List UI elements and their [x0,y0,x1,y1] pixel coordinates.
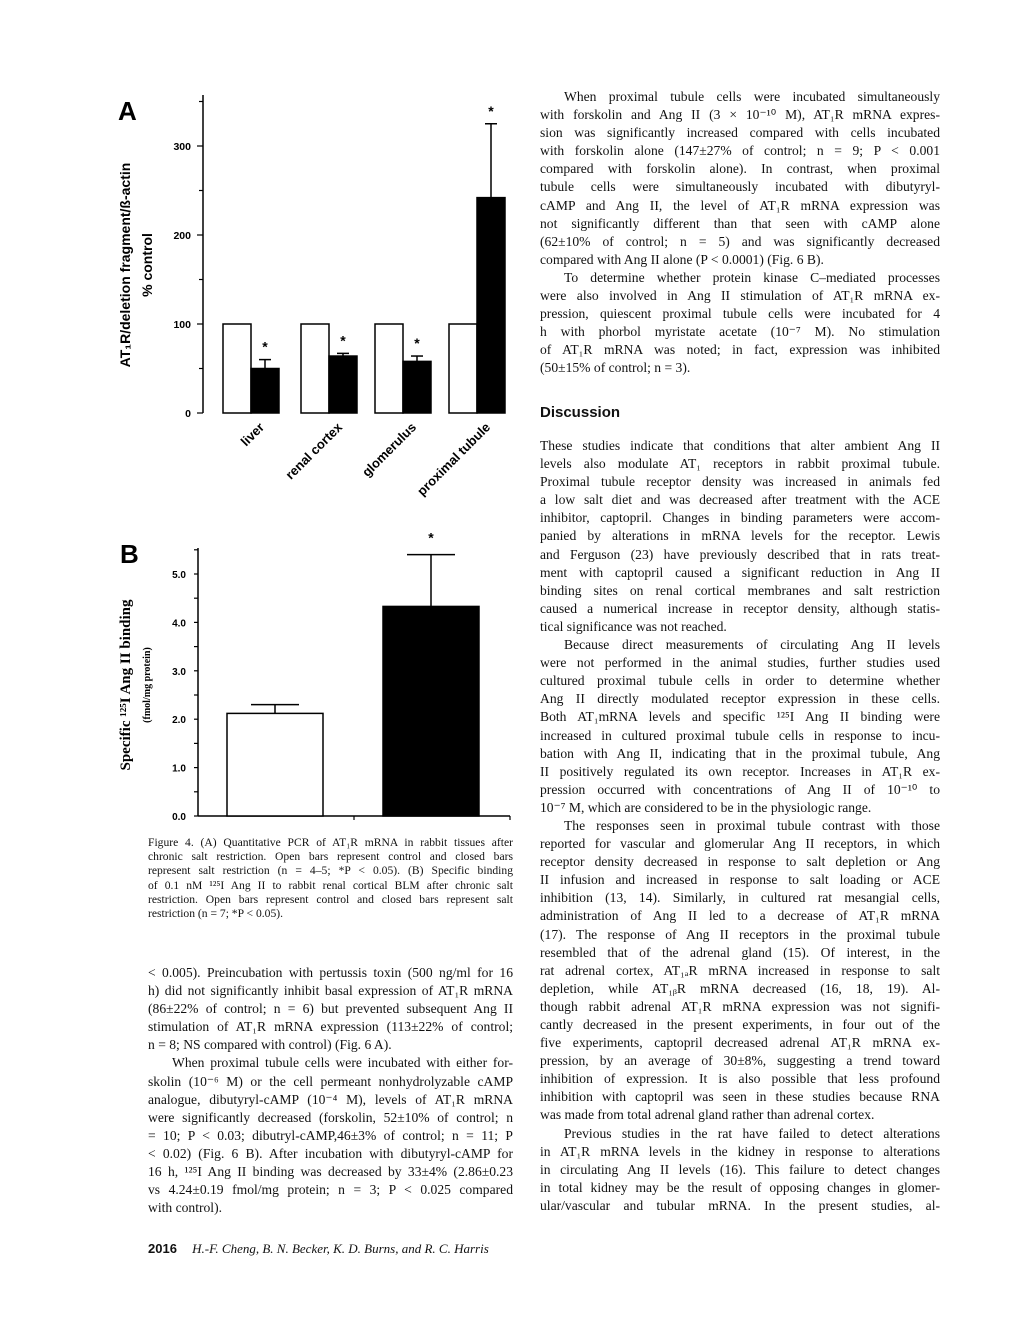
caption-line: chronic salt restriction. Open bars represent control and closed bars [148,850,513,864]
text-line: inhibitor, captopril. Changes in binding parameters were accom- [540,510,940,526]
y-tick-label-b: 5.0 [172,570,186,581]
significance-star: * [414,335,420,352]
text-line: cAMP and Ang II, the level of AT₁R mRNA expression was [540,197,940,213]
text-line: levels also modulate AT₁ receptors in rabbit proximal tubule. [540,456,940,472]
text-line: compared with Ang II alone (P < 0.0001) (Fig. 6 B). [540,251,824,267]
text-line: Proximal tubule receptor density was increased in animals fed [540,474,940,490]
text-line: (17). The response of Ang II receptors in the proximal tubule [540,926,940,942]
text-line: analogue, dibutyryl-cAMP (10⁻⁴ M), levels of AT₁R mRNA [148,1091,513,1107]
panel-label-b: B [120,539,139,569]
category-label: renal cortex [282,419,346,483]
text-line: pression, quiescent proximal tubule cells were incubated for 4 [540,306,940,322]
text-line: binding sites on renal cortical membranes and salt restriction [540,582,940,598]
text-line: with forskolin and Ang II (3 × 10⁻¹⁰ M), AT₁R mRNA expres- [540,107,940,123]
caption-line: restriction. Open bars represent control and closed bars represent salt [148,892,513,906]
text-line: vs 4.24±0.19 fmol/mg protein; n = 3; P < 0.025 compared [148,1182,513,1198]
text-line: inhibition (13, 14). Similarly, in cultured rat mesangial cells, [540,890,940,906]
text-line: inhibition of expression. It is also possible that less profound [540,1071,940,1087]
text-line: with forskolin alone (147±27% of control; n = 9; P < 0.001 [540,143,940,159]
text-line: though rabbit adrenal AT₁R mRNA expression was not signifi- [540,998,940,1014]
category-label: proximal tubule [414,419,494,499]
bar-salt-restriction [251,369,279,414]
discussion-heading: Discussion [540,404,621,421]
text-line: a low salt diet and was decreased after treatment with the ACE [540,492,940,508]
caption-line: represent salt restriction (n = 4–5; *P < 0.05). (B) Specific binding [148,864,513,878]
y-axis-label-b-2: (fmol/mg protein) [142,647,153,723]
text-line: were not performed in the animal studies, further studies used [540,655,940,671]
figure-caption [148,836,513,921]
text-line: skolin (10⁻⁶ M) or the cell permeant nonhydrolyzable cAMP [148,1073,513,1089]
text-line: in AT₁R mRNA levels in the kidney in response to alterations [540,1143,940,1159]
text-line: and Ferguson (23) have previously described that in rats treat- [540,546,940,562]
y-tick-label-b: 1.0 [172,763,186,775]
text-line: (86±22% of control; n = 6) but prevented subsequent Ang II [148,1001,513,1017]
y-tick-label-b: 2.0 [172,715,186,727]
text-line: pression, by an average of 30±8%, suggesting a trend toward [540,1053,940,1069]
text-line: = 10; P < 0.03; dibutryl-cAMP,46±3% of control; n = 11; P [148,1127,513,1143]
text-line: Previous studies in the rat have failed to detect alterations [564,1125,940,1141]
page-number: 2016 [148,1241,177,1256]
text-line: n = 8; NS compared with control) (Fig. 6 A). [148,1037,392,1053]
y-tick-label-a: 300 [173,141,191,153]
bar-salt-restriction [329,356,357,413]
text-line: receptor density decreased in response to salt depletion or Ang [540,854,940,870]
caption-line: restriction (n = 7; *P < 0.05). [148,906,284,920]
text-line: not significantly different than that seen with cAMP alone [540,215,940,231]
text-line: were also involved in Ang II stimulation of AT₁R mRNA ex- [540,288,940,304]
right-column-discussion-text [540,437,940,1215]
y-tick-label-a: 200 [173,230,191,242]
significance-star: * [262,338,268,355]
text-line: The responses seen in proximal tubule contrast with those [564,817,940,833]
text-line: II infusion and increased in response to salt loading or ACE [540,872,940,888]
text-line: of AT₁R mRNA was noted; in fact, expression was inhibited [540,342,940,358]
text-line: ment with captopril caused a significant reduction in Ang II [540,564,940,580]
left-column-text [148,964,513,1217]
category-label: glomerulus [358,419,420,480]
panel-label-a: A [118,96,137,126]
text-line: ular/vascular and tubular mRNA. In the present studies, al- [540,1197,940,1213]
significance-star: * [428,529,434,546]
text-line: < 0.02) (Fig. 6 B). After incubation with dibutyryl-cAMP for [148,1145,513,1161]
text-line: was made from total adrenal gland rather than adrenal cortex. [540,1107,875,1123]
y-axis-label-b: Specific ¹²⁵I Ang II binding [118,599,134,771]
text-line: increased in cultured proximal tubule cells in response to incu- [540,727,940,743]
text-line: caused a numerical increase in receptor density, although statis- [540,600,940,616]
caption-line: of 0.1 nM ¹²⁵I Ang II to rabbit renal cortical BLM after chronic salt [148,878,513,892]
text-line: tubule cells were simultaneously incubated with dibutyryl- [540,179,940,195]
text-line: in circulating Ang II levels (16). This failure to detect changes [540,1161,940,1177]
bar-salt-restriction [383,606,479,816]
y-tick-label-b: 3.0 [172,666,186,678]
text-line: Ang II directly modulated receptor expression in these cells. [540,691,940,707]
text-line: bation with Ang II, indicating that in the proximal tubule, Ang [540,745,940,761]
text-line: h) did not significantly inhibit basal expression of AT₁R mRNA [148,983,513,999]
page-footer [148,1241,489,1257]
text-line: Because direct measurements of circulating Ang II levels [564,637,940,653]
y-tick-label-a: 0 [185,408,191,420]
text-line: five experiments, captopril decreased adrenal AT₁R mRNA ex- [540,1035,940,1051]
text-line: pression occurred with concentrations of Ang II of 10⁻¹⁰ to [540,781,940,797]
text-line: h with phorbol myristate acetate (10⁻⁷ M). No stimulation [540,324,940,340]
y-tick-label-b: 4.0 [172,618,186,630]
text-line: compared with forskolin alone). In contrast, when proximal [540,161,940,177]
y-axis-label-a: AT₁R/deletion fragment/ß-actin [117,162,133,368]
text-line: were significantly decreased (forskolin, 52±10% of control; n [148,1109,513,1125]
text-line: panied by alterations in mRNA levels for the receptor. Lewis [540,528,940,544]
text-line: Both AT₁mRNA levels and specific ¹²⁵I Ang II binding were [540,709,940,725]
text-line: stimulation of AT₁R mRNA expression (113±22% of control; [148,1019,513,1035]
text-line: (62±10% of control; n = 5) and was significantly decreased [540,233,940,249]
text-line: depletion, while AT₁ᵦR mRNA decreased (16, 18, 19). Al- [540,980,940,996]
text-line: II positively regulated its own receptor. Increases in AT₁R ex- [540,763,940,779]
text-line: inhibition with captopril was seen in these studies because RNA [540,1089,940,1105]
text-line: in total kidney may be the result of opposing changes in glomer- [540,1179,940,1195]
text-line: sion was significantly increased compared with cells incubated [540,125,940,141]
bar-control [449,324,477,413]
text-line: These studies indicate that conditions that alter ambient Ang II [540,438,940,453]
text-line: < 0.005). Preincubation with pertussis toxin (500 ng/ml for 16 [148,965,513,980]
text-line: cantly decreased in the present experiments, in four out of the [540,1017,940,1032]
y-tick-label-b: 0.0 [172,812,186,823]
bar-control [301,324,329,413]
text-line: resembled that of the adrenal gland (15). Of interest, in the [540,944,940,960]
text-line: rat adrenal cortex, AT₁ₐR mRNA increased in response to salt [540,962,940,978]
text-line: When proximal tubule cells were incubated with either for- [172,1055,513,1071]
text-line: reported for vascular and glomerular Ang II receptors, in which [540,836,940,852]
text-line: with control). [148,1200,222,1216]
significance-star: * [488,102,494,119]
bar-salt-restriction [403,361,431,413]
y-tick-label-a: 100 [173,319,191,331]
text-line: tical significance was not reached. [540,618,727,634]
bar-control [223,324,251,413]
text-line: 10⁻⁷ M, which are considered to be in the physiologic range. [540,799,872,815]
caption-line: Figure 4. (A) Quantitative PCR of AT₁R mRNA in rabbit tissues after [148,836,513,849]
text-line: To determine whether protein kinase C–mediated processes [564,269,940,285]
y-axis-label-a-2: % control [139,233,155,297]
text-line: 16 h, ¹²⁵I Ang II binding was decreased by 33±4% (2.86±0.23 [148,1164,513,1180]
text-line: (50±15% of control; n = 3). [540,360,691,376]
bar-control [227,713,323,816]
running-authors: H.-F. Cheng, B. N. Becker, K. D. Burns, and R. C. Harris [192,1241,489,1256]
text-line: cultured proximal tubule cells in order to determine whether [540,673,940,689]
right-column-results-text [540,88,940,378]
category-label: liver [237,419,268,450]
significance-star: * [340,332,346,349]
bar-salt-restriction [477,198,505,413]
text-line: administration of Ang II led to a decrease of AT₁R mRNA [540,908,940,924]
bar-control [375,324,403,413]
text-line: When proximal tubule cells were incubated simultaneously [564,89,940,104]
